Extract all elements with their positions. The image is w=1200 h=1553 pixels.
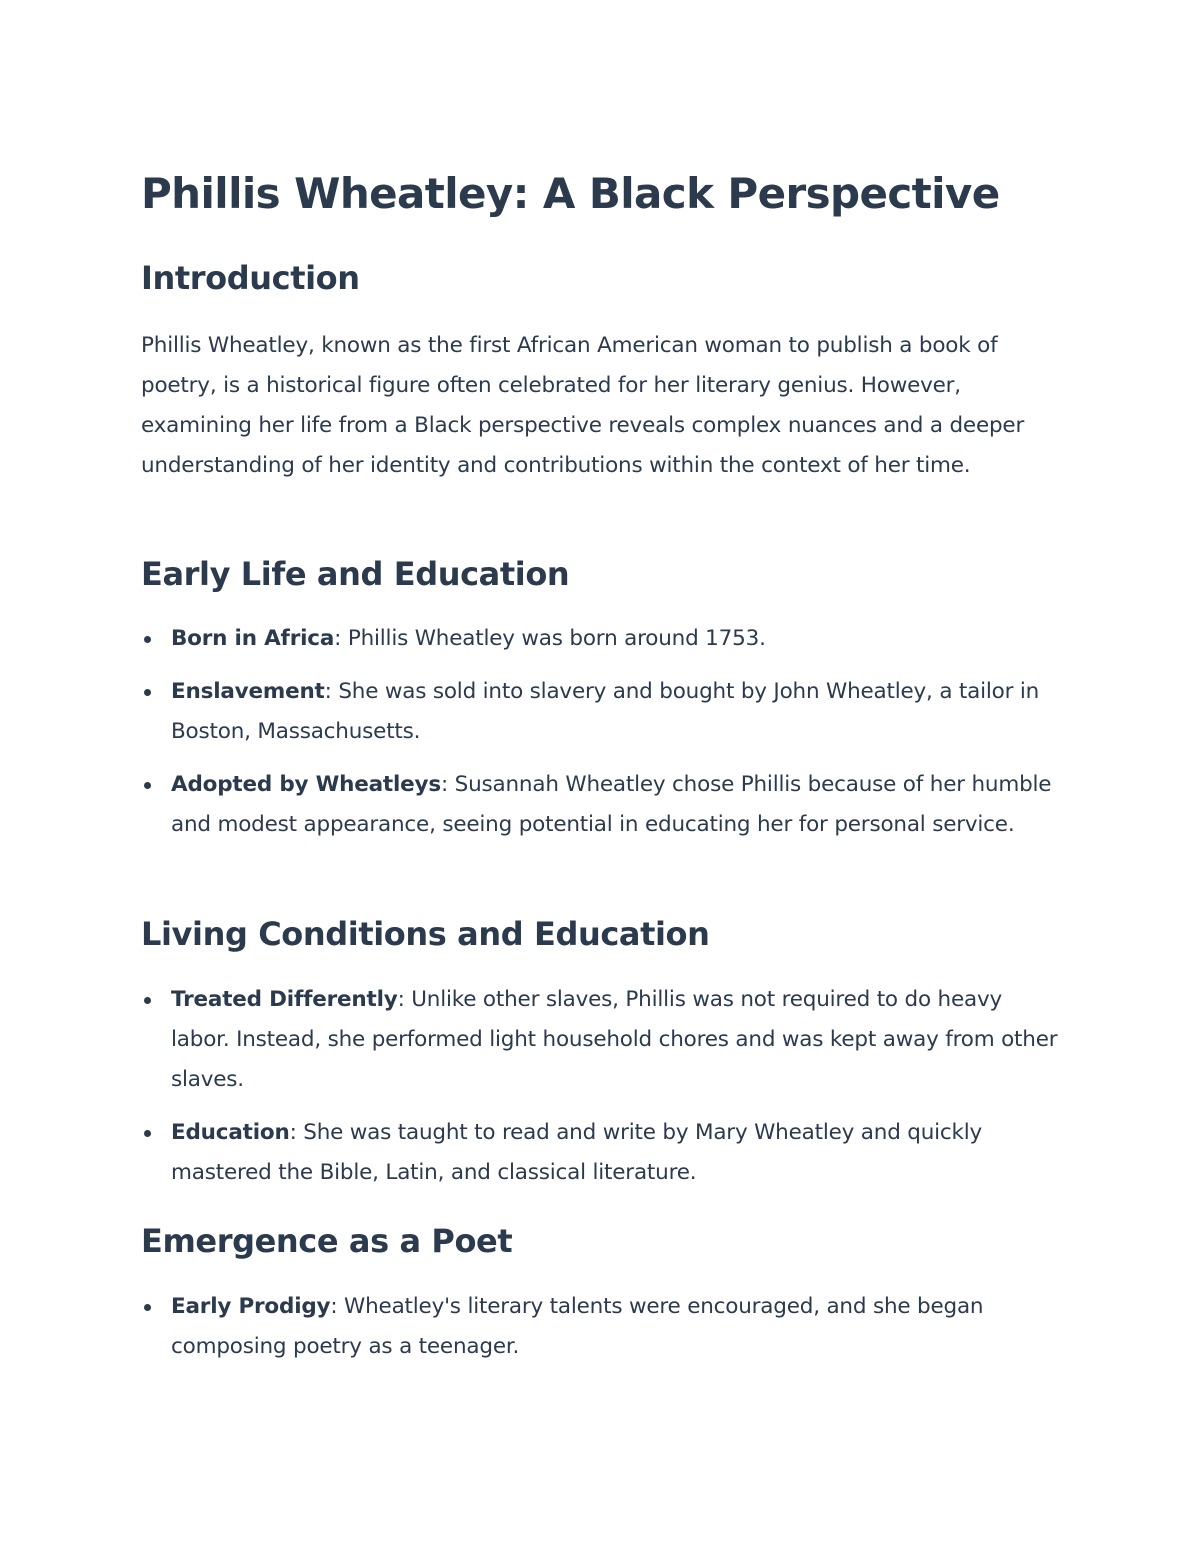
bullet-icon bbox=[144, 636, 151, 643]
list-item-text: : She was taught to read and write by Mary Wheatley and quickly mastered the Bible, Latin, and classical literature. bbox=[171, 1120, 983, 1185]
list-item-text: : Unlike other slaves, Phillis was not required to do heavy labor. Instead, she performed light household chores and was kept away from other slaves. bbox=[171, 987, 1058, 1092]
list-item-term: Early Prodigy bbox=[171, 1294, 331, 1319]
living-conditions-list bbox=[141, 980, 1061, 1193]
section-heading-early-life: Early Life and Education bbox=[141, 555, 570, 593]
section-heading-introduction: Introduction bbox=[141, 259, 360, 297]
emergence-list bbox=[141, 1287, 1061, 1367]
list-item bbox=[141, 1113, 1061, 1193]
bullet-icon bbox=[144, 689, 151, 696]
list-item bbox=[141, 619, 1061, 659]
section-heading-emergence: Emergence as a Poet bbox=[141, 1222, 513, 1260]
list-item-text: : She was sold into slavery and bought by John Wheatley, a tailor in Boston, Massachusetts. bbox=[171, 679, 1040, 744]
section-heading-living-conditions: Living Conditions and Education bbox=[141, 915, 710, 953]
bullet-icon bbox=[144, 997, 151, 1004]
list-item-term: Born in Africa bbox=[171, 626, 335, 651]
list-item-term: Treated Differently bbox=[171, 987, 398, 1012]
bullet-icon bbox=[144, 1304, 151, 1311]
bullet-icon bbox=[144, 1130, 151, 1137]
list-item-text: : Wheatley's literary talents were encouraged, and she began composing poetry as a teenager. bbox=[171, 1294, 984, 1359]
list-item bbox=[141, 765, 1061, 845]
list-item-text: : Susannah Wheatley chose Phillis because of her humble and modest appearance, seeing potential in educating her for personal service. bbox=[171, 772, 1052, 837]
list-item-text: : Phillis Wheatley was born around 1753. bbox=[334, 626, 766, 651]
bullet-icon bbox=[144, 782, 151, 789]
list-item bbox=[141, 672, 1061, 752]
list-item bbox=[141, 1287, 1061, 1367]
list-item-term: Enslavement bbox=[171, 679, 325, 704]
document-title: Phillis Wheatley: A Black Perspective bbox=[141, 169, 1000, 218]
list-item-term: Adopted by Wheatleys bbox=[171, 772, 441, 797]
list-item bbox=[141, 980, 1061, 1100]
introduction-paragraph: Phillis Wheatley, known as the first African American woman to publish a book of poetry, is a historical figure often celebrated for her literary genius. However, examining her life from a Black perspective reveals complex nuances and a deeper understanding of her identity and contributions within the context of her time. bbox=[141, 333, 1025, 478]
early-life-list bbox=[141, 619, 1061, 845]
list-item-term: Education bbox=[171, 1120, 290, 1145]
